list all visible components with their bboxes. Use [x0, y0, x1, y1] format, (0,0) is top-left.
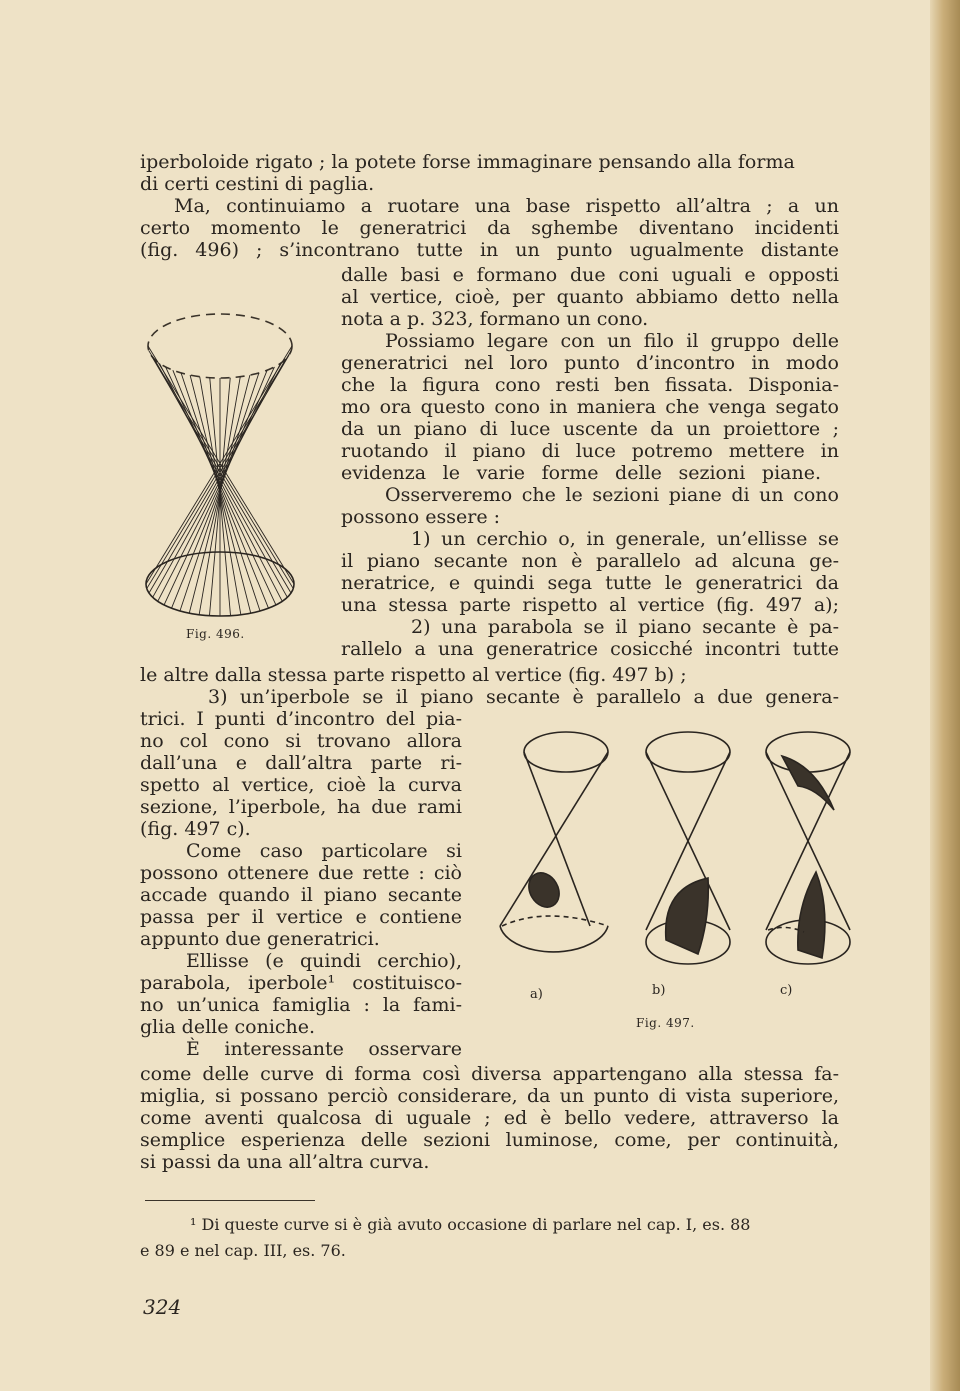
- footnote-line: e 89 e nel cap. III, es. 76.: [140, 1241, 346, 1260]
- generatrix-line: [149, 351, 294, 589]
- text-line: una stessa parte rispetto al vertice (fig. 497 a);: [341, 594, 839, 616]
- generatrix-line: [149, 355, 289, 593]
- cone-b: [646, 732, 730, 964]
- bottom-paragraph: [140, 1063, 839, 1173]
- left-column-text: [140, 708, 462, 1060]
- figure-496-caption: Fig. 496.: [186, 627, 245, 641]
- text-line: le altre dalla stessa parte rispetto al vertice (fig. 497 b) ;: [140, 664, 687, 686]
- cone-c: [766, 732, 850, 964]
- middle-paragraph: [140, 664, 839, 708]
- text-line: rallelo a una generatrice cosicché incontri tutte: [341, 638, 839, 660]
- text-line: (fig. 497 c).: [140, 818, 251, 840]
- text-line: passa per il vertice e contiene: [140, 906, 462, 928]
- generatrix-line: [147, 351, 292, 589]
- text-line: mo ora questo cono in maniera che venga segato: [341, 396, 839, 418]
- text-line: miglia, si possano perciò considerare, da un punto di vista superiore,: [140, 1085, 839, 1107]
- text-line: nota a p. 323, formano un cono.: [341, 308, 649, 330]
- text-line: spetto al vertice, cioè la curva: [140, 774, 462, 796]
- text-line: trici. I punti d’incontro del pia-: [140, 708, 462, 730]
- text-line: di certi cestini di paglia.: [140, 173, 375, 195]
- figure-496-double-cone: [140, 302, 310, 632]
- text-line: generatrici nel loro punto d’incontro in modo: [341, 352, 839, 374]
- generatrix-line: [172, 370, 268, 608]
- generatrix-line: [180, 373, 259, 611]
- top-paragraph: [140, 151, 839, 261]
- right-column-text: [341, 264, 839, 664]
- footnote-line: ¹ Di queste curve si è già avuto occasione di parlare nel cap. I, es. 88: [190, 1215, 751, 1234]
- text-line: dalle basi e formano due coni uguali e opposti: [341, 264, 839, 286]
- text-line: semplice esperienza delle sezioni luminose, come, per continuità,: [140, 1129, 839, 1151]
- cone-a: [500, 732, 608, 952]
- text-line: possono ottenere due rette : ciò: [140, 862, 462, 884]
- text-line: Ma, continuiamo a ruotare una base rispetto all’altra ; a un: [174, 195, 839, 217]
- text-line: parabola, iperbole¹ costituisco-: [140, 972, 462, 994]
- text-line: Ellisse (e quindi cerchio),: [186, 950, 462, 972]
- figure-497-label-b: b): [652, 983, 666, 998]
- text-line: glia delle coniche.: [140, 1016, 316, 1038]
- text-line: dall’una e dall’altra parte ri-: [140, 752, 462, 774]
- text-line: 1) un cerchio o, in generale, un’ellisse se: [411, 528, 839, 550]
- figure-497-label-a: a): [530, 987, 543, 1002]
- text-line: che la figura cono resti ben fissata. Disponia-: [341, 374, 839, 396]
- text-line: neratrice, e quindi sega tutte le generatrici da: [341, 572, 839, 594]
- text-line: certo momento le generatrici da sghembe diventano incidenti: [140, 217, 839, 239]
- text-line: il piano secante non è parallelo ad alcuna ge-: [341, 550, 839, 572]
- text-line: sezione, l’iperbole, ha due rami: [140, 796, 462, 818]
- page-number: 324: [143, 1295, 182, 1319]
- page-edge: [930, 0, 960, 1391]
- text-line: possono essere :: [341, 506, 501, 528]
- text-line: ruotando il piano di luce potremo mettere in: [341, 440, 839, 462]
- text-line: no col cono si trovano allora: [140, 730, 462, 752]
- text-line: evidenza le varie forme delle sezioni piane.: [341, 462, 821, 484]
- text-line: Osserveremo che le sezioni piane di un cono: [385, 484, 839, 506]
- text-line: È interessante osservare: [186, 1038, 462, 1060]
- text-line: come aventi qualcosa di uguale ; ed è bello vedere, attraverso la: [140, 1107, 839, 1129]
- text-line: da un piano di luce uscente da un proiettore ;: [341, 418, 839, 440]
- text-line: Possiamo legare con un filo il gruppo delle: [385, 330, 839, 352]
- text-line: si passi da una all’altra curva.: [140, 1151, 430, 1173]
- footnote-rule: [145, 1200, 315, 1201]
- text-line: accade quando il piano secante: [140, 884, 462, 906]
- text-line: 2) una parabola se il piano secante è pa-: [411, 616, 839, 638]
- figure-497-label-c: c): [780, 983, 793, 998]
- text-line: al vertice, cioè, per quanto abbiamo detto nella: [341, 286, 839, 308]
- text-line: no un’unica famiglia : la fami-: [140, 994, 462, 1016]
- text-line: iperboloide rigato ; la potete forse immaginare pensando alla forma: [140, 151, 795, 173]
- figure-497-caption: Fig. 497.: [636, 1016, 695, 1030]
- text-line: Come caso particolare si: [186, 840, 462, 862]
- figure-497-conic-sections: [486, 718, 866, 1008]
- text-line: come delle curve di forma così diversa appartengano alla stessa fa-: [140, 1063, 839, 1085]
- text-line: 3) un’iperbole se il piano secante è parallelo a due genera-: [208, 686, 839, 708]
- text-line: (fig. 496) ; s’incontrano tutte in un punto ugualmente distante: [140, 239, 839, 261]
- text-line: appunto due generatrici.: [140, 928, 380, 950]
